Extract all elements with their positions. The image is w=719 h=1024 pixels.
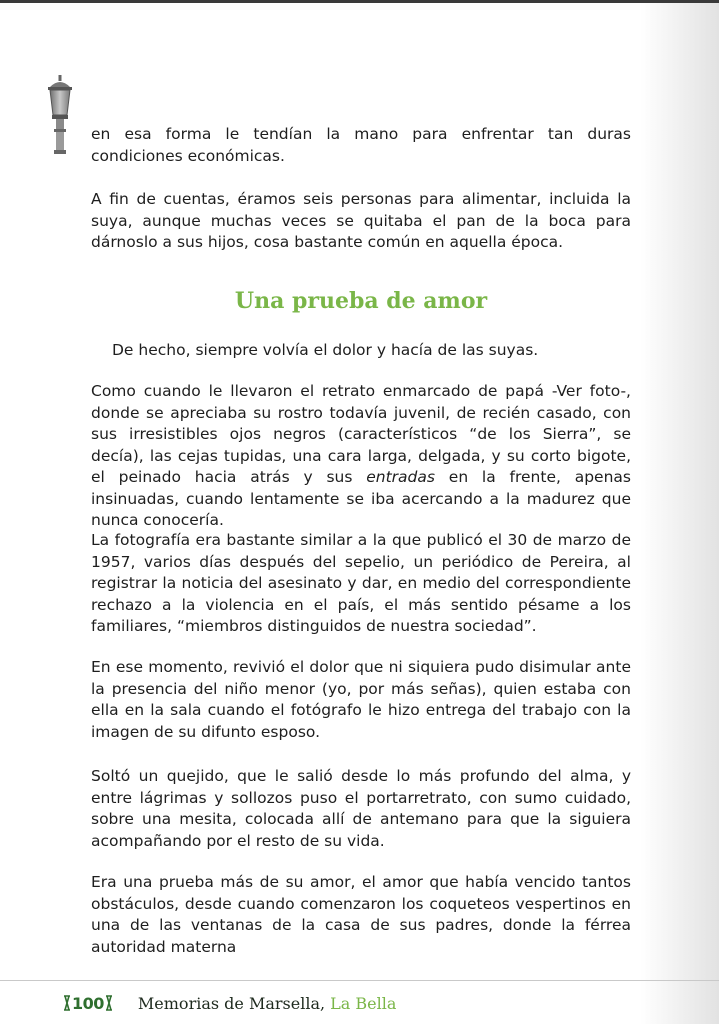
page-number-value: 100 — [72, 993, 104, 1013]
paragraph-4-emphasis: entradas — [366, 468, 435, 486]
running-title — [138, 994, 397, 1013]
page-number — [62, 994, 114, 1013]
page-footer — [62, 990, 396, 1016]
paragraph-4-text-a: Como cuando le llevaron el retrato enmarcado de papá -Ver foto-, donde se apreciaba su rostro todavía juvenil, de recién casado, con sus irresistibles ojos negros (característicos “de los Sierra”, se decía), las cejas tupidas, una cara larga, delgada, y su corto bigote, el peinado hacia atrás y sus — [91, 382, 631, 486]
ornament-left-icon — [63, 995, 71, 1011]
paragraph-8: Era una prueba más de su amor, el amor que había vencido tantos obstáculos, desde cuando comenzaron los coqueteos vespertinos en una de las ventanas de la casa de sus padres, donde la férrea autoridad materna — [91, 873, 631, 956]
street-lamp-icon — [44, 75, 76, 155]
footer-divider — [0, 980, 719, 981]
book-subtitle: La Bella — [330, 993, 397, 1013]
paragraph-2: A fin de cuentas, éramos seis personas para alimentar, incluida la suya, aunque muchas veces se quitaba el pan de la boca para dárnoslo a sus hijos, cosa bastante común en aquella época. — [91, 190, 631, 251]
book-title: Memorias de Marsella, — [137, 993, 326, 1013]
section-title: Una prueba de amor — [234, 288, 488, 314]
paragraph-5: La fotografía era bastante similar a la que publicó el 30 de marzo de 1957, varios días después del sepelio, un periódico de Pereira, al registrar la noticia del asesinato y dar, en medio del correspondiente rechazo a la violencia en el país, el más sentido pésame a los familiares, “miembros distinguidos de nuestra sociedad”. — [91, 531, 631, 635]
paragraph-6: En ese momento, revivió el dolor que ni siquiera pudo disimular ante la presencia del niño menor (yo, por más señas), quien estaba con ella en la sala cuando el fotógrafo le hizo entrega del trabajo con la imagen de su difunto esposo. — [91, 658, 631, 741]
paragraph-4 — [91, 381, 631, 532]
paragraph-7: Soltó un quejido, que le salió desde lo más profundo del alma, y entre lágrimas y sollozos puso el portarretrato, con sumo cuidado, sobre una mesita, colocada allí de antemano para que la siguiera acompañando por el resto de su vida. — [91, 767, 631, 850]
ornament-right-icon — [105, 995, 113, 1011]
top-border — [0, 0, 719, 3]
paragraph-3: De hecho, siempre volvía el dolor y hacía de las suyas. — [112, 341, 539, 359]
paragraph-4-text-b: en la frente, apenas insinuadas, cuando lentamente se iba acercando a la madurez que nunca conocería. — [91, 468, 631, 529]
paragraph-1: en esa forma le tendían la mano para enfrentar tan duras condiciones económicas. — [91, 125, 631, 165]
